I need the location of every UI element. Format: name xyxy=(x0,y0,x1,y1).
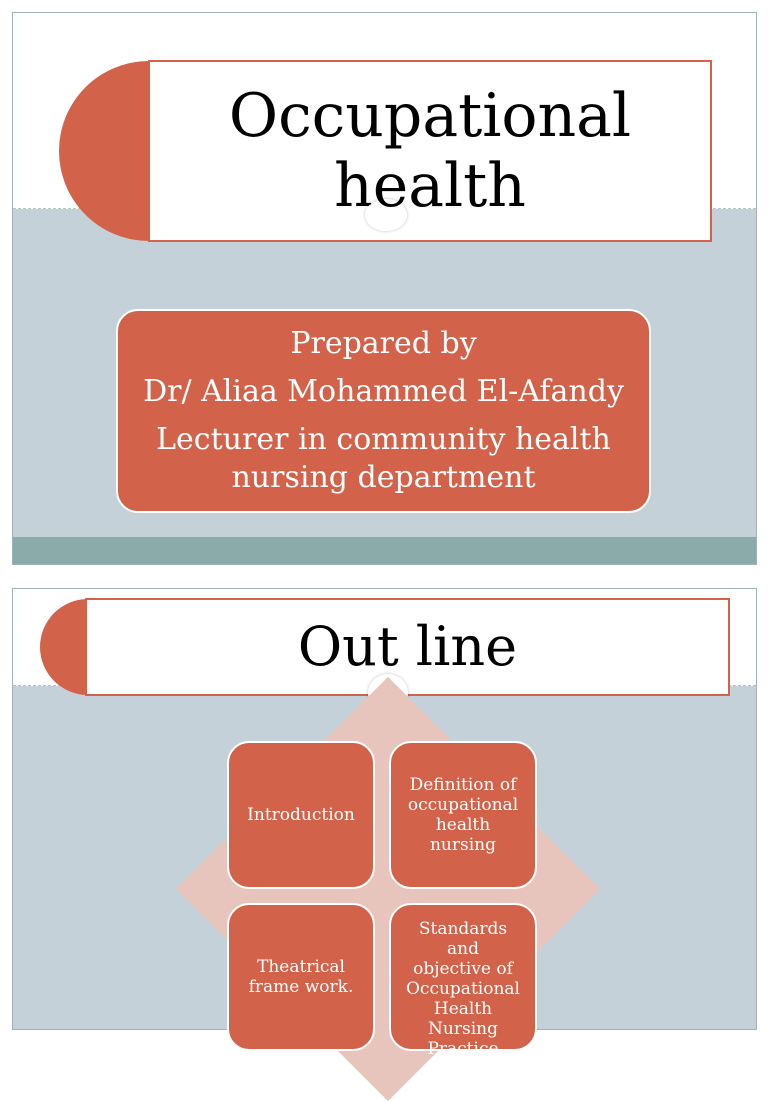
slide-title-box xyxy=(148,60,712,242)
presenter-box xyxy=(116,309,651,513)
title-line-1: Occupational xyxy=(228,81,632,151)
outline-item-theoretical-framework xyxy=(227,903,375,1051)
prepared-by-label: Prepared by xyxy=(290,326,477,361)
outline-item-text: occupational xyxy=(407,795,519,815)
outline-item-text: Nursing xyxy=(428,1019,498,1039)
ring-ornament xyxy=(365,199,407,231)
slide-title: Out line xyxy=(297,615,518,678)
outline-item-text: Introduction xyxy=(247,805,355,825)
outline-item-text: Practice xyxy=(427,1039,499,1059)
author-role-line-2: nursing department xyxy=(231,460,536,495)
author-name: Dr/ Aliaa Mohammed El-Afandy xyxy=(143,374,624,409)
slide-outline xyxy=(12,588,757,1059)
outline-item-text: Definition of xyxy=(409,775,517,795)
outline-item-text: Occupational xyxy=(406,979,520,999)
outline-item-standards xyxy=(389,903,537,1059)
outline-item-text: Theatrical xyxy=(257,957,345,977)
title-line-2: health xyxy=(334,151,526,221)
outline-item-text: frame work. xyxy=(248,977,354,997)
slide-title-box xyxy=(85,598,730,696)
slide-title xyxy=(229,81,631,221)
footer-bar xyxy=(13,537,756,564)
author-role-line-1: Lecturer in community health xyxy=(156,422,611,457)
outline-item-text: health nursing xyxy=(429,815,497,855)
slide-title xyxy=(12,12,757,565)
outline-item-text: Health xyxy=(433,999,493,1019)
outline-item-text: Standards and xyxy=(418,919,508,959)
outline-item-introduction xyxy=(227,741,375,889)
outline-item-definition xyxy=(389,741,537,889)
outline-item-text: objective of xyxy=(413,959,513,979)
